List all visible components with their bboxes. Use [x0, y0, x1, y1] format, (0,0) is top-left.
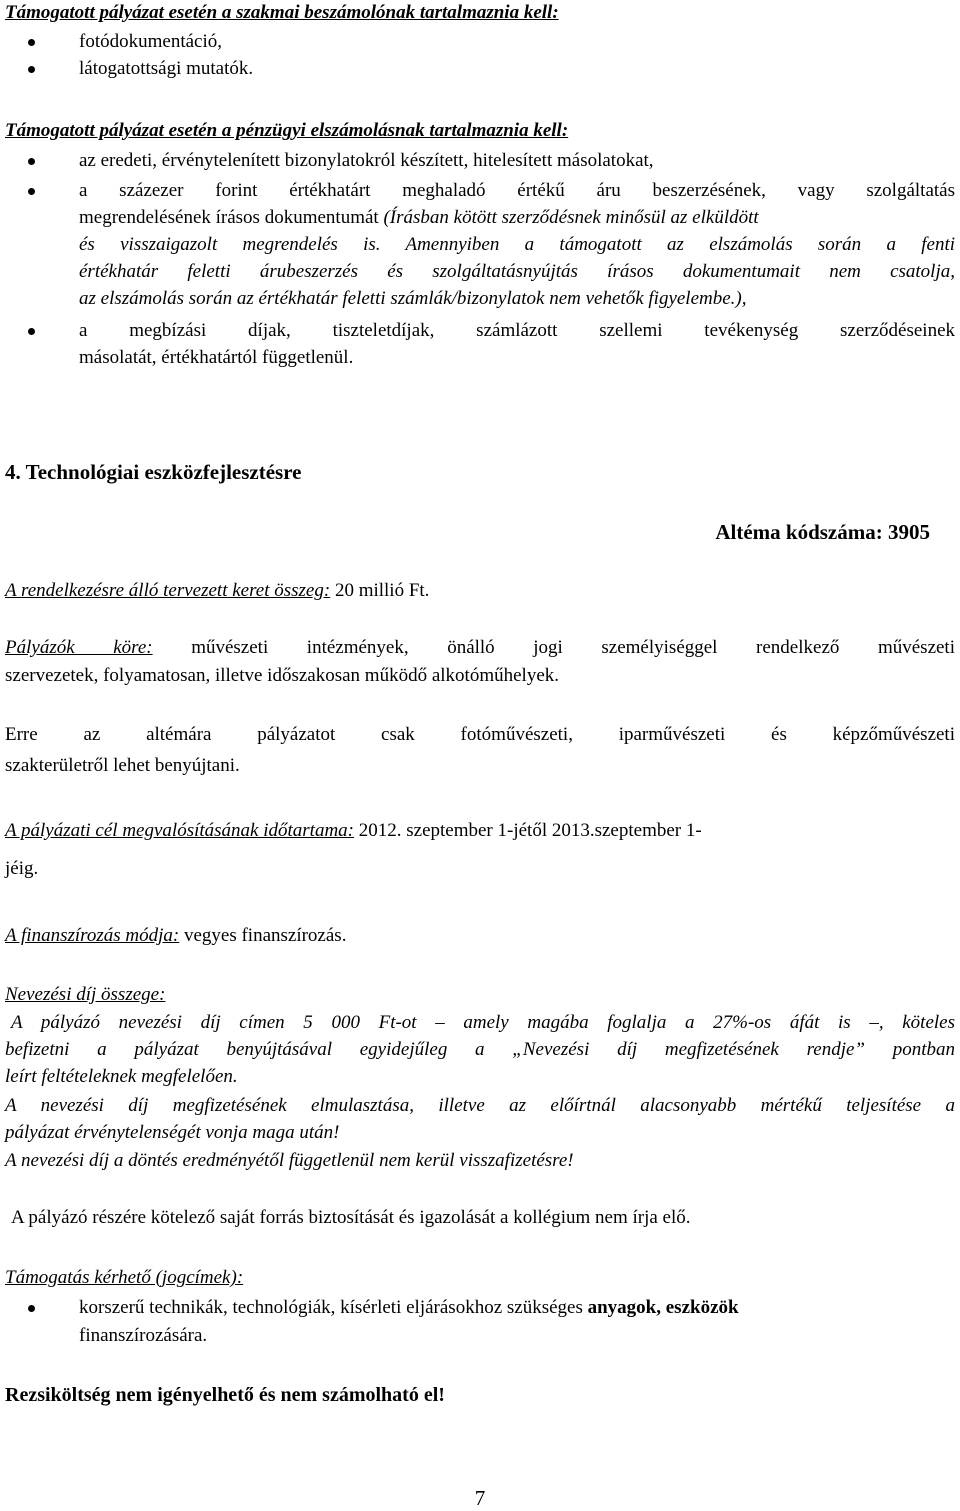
subtopic-info-line: Erre az altémára pályázatot csak fotóművészeti, iparművészeti és képzőművészeti: [5, 724, 955, 745]
duration-line: A pályázati cél megvalósításának időtartama: 2012. szeptember 1-jétől 2013.szeptember 1-: [5, 820, 702, 841]
fee-line: pályázat érvénytelenségét vonja maga után!: [5, 1122, 340, 1143]
list-item-text: a százezer forint értékhatárt meghaladó értékű áru beszerzésének, vagy szolgáltatás: [79, 180, 955, 201]
list-item: [0, 58, 960, 80]
own-funds-line: A pályázó részére kötelező saját forrás biztosítását és igazolását a kollégium nem írja elő.: [11, 1207, 691, 1228]
fee-line: A pályázó nevezési díj címen 5 000 Ft-ot – amely magába foglalja a 27%-os áfát is –, köteles: [11, 1012, 955, 1033]
funding-line: A finanszírozás módja: vegyes finanszírozás.: [5, 925, 347, 946]
list-item-text: látogatottsági mutatók.: [79, 58, 254, 79]
list-item-text: megrendelésének írásos dokumentumát (Írásban kötött szerződésnek minősül az elküldött: [79, 207, 759, 228]
bullet-icon: [28, 39, 35, 46]
list-item-text: a megbízási díjak, tiszteletdíjak, számlázott szellemi tevékenység szerződéseinek: [79, 320, 955, 341]
applicants-line: szervezetek, folyamatosan, illetve időszakosan működő alkotóműhelyek.: [5, 665, 559, 686]
bullet-icon: [28, 328, 35, 335]
fee-line: leírt feltételeknek megfelelően.: [5, 1066, 238, 1087]
list-item: [0, 150, 960, 172]
bullet-icon: [28, 1305, 35, 1312]
overhead-note: Rezsiköltség nem igényelhető és nem számolható el!: [5, 1384, 445, 1406]
bullet-icon: [28, 158, 35, 165]
bullet-icon: [28, 66, 35, 73]
subtopic-code: Altéma kódszáma: 3905: [715, 520, 930, 544]
eligible-heading: Támogatás kérhető (jogcímek):: [5, 1267, 244, 1288]
list-item: [0, 320, 960, 370]
financial-heading: Támogatott pályázat esetén a pénzügyi elszámolásnak tartalmaznia kell:: [5, 120, 569, 141]
list-item-text: az eredeti, érvénytelenített bizonylatokról készített, hitelesített másolatokat,: [79, 150, 654, 171]
list-item-text: értékhatár feletti árubeszerzés és szolgáltatásnyújtás írásos dokumentumait nem csatolja,: [79, 261, 955, 282]
list-item-text: és visszaigazolt megrendelés is. Amennyiben a támogatott az elszámolás során a fenti: [79, 234, 955, 255]
section-title: 4. Technológiai eszközfejlesztésre: [5, 460, 302, 484]
fee-line: A nevezési díj megfizetésének elmulasztása, illetve az előírtnál alacsonyabb mértékű teljesítése a: [5, 1095, 955, 1116]
list-item-text: az elszámolás során az értékhatár feletti számlák/bizonylatok nem vehetők figyelembe.),: [79, 288, 747, 309]
fee-line: befizetni a pályázat benyújtásával egyidejűleg a „Nevezési díj megfizetésének rendje” pontban: [5, 1039, 955, 1060]
list-item-text: másolatát, értékhatártól függetlenül.: [79, 347, 354, 368]
budget-line: A rendelkezésre álló tervezett keret összeg: 20 millió Ft.: [5, 580, 430, 601]
list-item: [0, 1297, 960, 1347]
fee-line: A nevezési díj a döntés eredményétől függetlenül nem kerül visszafizetésre!: [5, 1150, 574, 1171]
list-item: [0, 31, 960, 53]
fee-heading: Nevezési díj összege:: [5, 984, 166, 1005]
duration-line: jéig.: [5, 858, 39, 879]
list-item-text: korszerű technikák, technológiák, kísérleti eljárásokhoz szükséges anyagok, eszközök: [79, 1297, 739, 1318]
report-heading: Támogatott pályázat esetén a szakmai beszámolónak tartalmaznia kell:: [5, 2, 559, 23]
subtopic-info-line: szakterületről lehet benyújtani.: [5, 755, 240, 776]
list-item-text: finanszírozására.: [79, 1325, 208, 1346]
page-number: 7: [474, 1486, 486, 1510]
bullet-icon: [28, 188, 35, 195]
list-item-text: fotódokumentáció,: [79, 31, 222, 52]
list-item: [0, 180, 960, 320]
applicants-line: Pályázók köre: művészeti intézmények, önálló jogi személyiséggel rendelkező művészeti: [5, 637, 955, 658]
